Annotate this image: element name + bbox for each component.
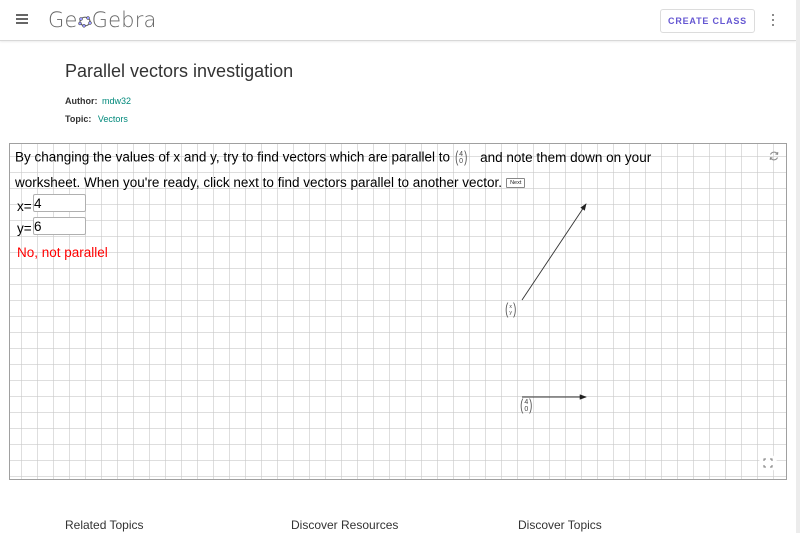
vector-canvas: [10, 144, 786, 479]
user-vector-label: ( x y ): [505, 301, 517, 318]
next-button[interactable]: Next: [506, 178, 525, 188]
reference-vector-bottom: 0: [524, 406, 529, 413]
fullscreen-glyph-icon: [763, 458, 773, 468]
page-scrollbar[interactable]: [796, 0, 800, 533]
more-vertical-icon[interactable]: [770, 13, 776, 27]
x-input[interactable]: 4: [33, 194, 86, 212]
parallel-status: No, not parallel: [17, 245, 108, 260]
footer-discover-resources: Discover Resources: [291, 518, 399, 532]
user-vector-x: x: [509, 304, 512, 310]
geogebra-applet[interactable]: [9, 143, 787, 480]
logo-text-start: Ge: [48, 8, 78, 32]
top-app-bar: [0, 0, 796, 41]
target-vector: ( 4 0 ): [454, 149, 468, 166]
target-vector-top: 4: [459, 151, 463, 158]
y-input[interactable]: 6: [33, 217, 86, 235]
create-class-button[interactable]: CREATE CLASS: [660, 9, 755, 33]
refresh-icon[interactable]: [768, 150, 780, 162]
footer-discover-topics: Discover Topics: [518, 518, 602, 532]
user-vector-arrow: [522, 204, 586, 300]
reference-vector-label: ( 4 0 ): [520, 397, 533, 414]
logo-text-end: Gebra: [91, 8, 157, 32]
target-vector-bottom: 0: [459, 158, 463, 165]
page-title: Parallel vectors investigation: [65, 61, 294, 81]
topic-label: Topic:: [65, 114, 92, 124]
author-label: Author:: [65, 96, 98, 106]
user-vector-y: y: [509, 310, 512, 316]
geogebra-logo[interactable]: [48, 8, 157, 32]
geogebra-logo-o-icon: [78, 14, 92, 28]
fullscreen-icon[interactable]: [759, 454, 777, 472]
instruction-text: By changing the values of x and y, try to find vectors which are parallel to: [15, 149, 450, 165]
instruction-text-2: worksheet. When you're ready, click next to find vectors parallel to another vector.: [15, 175, 503, 190]
author-row: [65, 96, 131, 106]
hamburger-menu-icon[interactable]: [16, 13, 30, 25]
x-label: x=: [17, 199, 32, 214]
topic-link[interactable]: Vectors: [97, 114, 128, 124]
y-label: y=: [17, 221, 32, 236]
footer-related-topics: Related Topics: [65, 518, 144, 532]
reference-vector-top: 4: [524, 399, 529, 406]
topic-row: [65, 114, 128, 124]
author-link[interactable]: mdw32: [102, 96, 132, 106]
instruction-text-end: and note them down on your: [480, 149, 652, 165]
